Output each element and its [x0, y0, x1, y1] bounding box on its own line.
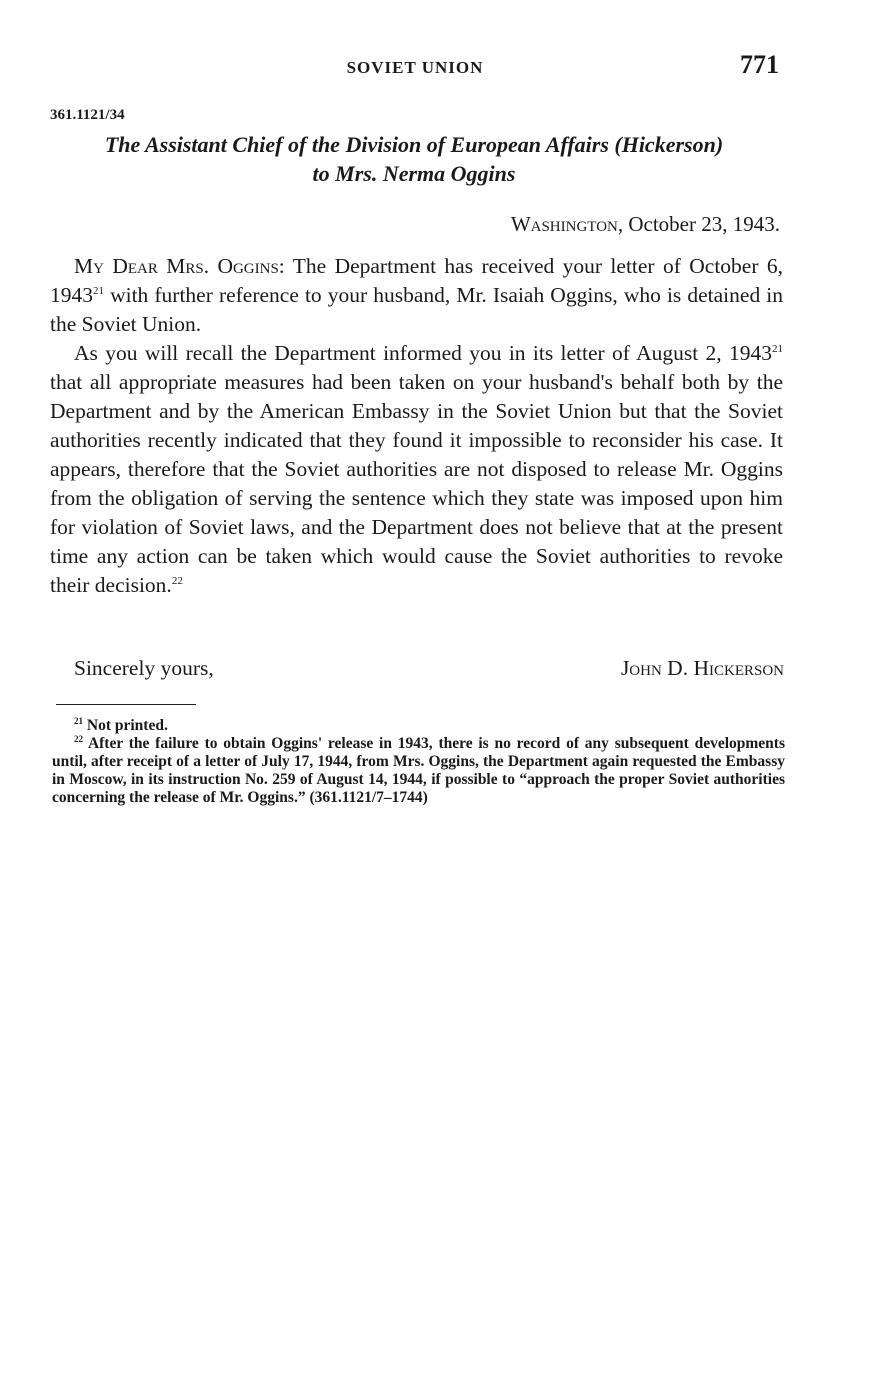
footnote-ref-22: 22: [171, 574, 183, 587]
signature: John D. Hickerson: [620, 656, 784, 680]
dateline: [511, 212, 780, 237]
title-line-1: The Assistant Chief of the Division of European Affairs (Hickerson): [104, 132, 724, 157]
footnote-ref-21: 21: [93, 284, 104, 297]
footnote-21-text: Not printed.: [83, 717, 168, 734]
paragraph-1-text-b: with further reference to your husband, Mr. Isaiah Oggins, who is detained in the Soviet Union.: [50, 283, 783, 336]
footnotes: [52, 717, 785, 807]
footnote-marker-21: 21: [74, 715, 83, 726]
closing-row: [74, 656, 784, 681]
footnote-ref-21-second: 21: [772, 342, 783, 355]
footnote-divider: [56, 704, 196, 705]
paragraph-2-text-a: As you will recall the Department informed you in its letter of August 2, 1943: [74, 341, 772, 365]
closing: Sincerely yours,: [74, 656, 214, 680]
footnote-22: [52, 735, 785, 807]
title-line-2: to Mrs. Nerma Oggins: [312, 161, 516, 186]
footnote-22-text: After the failure to obtain Oggins' release in 1943, there is no record of any subsequent developments until, after receipt of a letter of July 17, 1944, from Mrs. Oggins, the Department again requested the Embassy in Moscow, in its instruction No. 259 of August 14, 1944, if possible to “approach the proper Soviet authorities concerning the release of Mr. Oggins.” (361.1121/7–1744): [52, 735, 785, 806]
page-number: 771: [740, 50, 779, 79]
paragraph-1-text-a: The Department has received your letter of October 6, 1943: [50, 254, 783, 307]
paragraph-2: [50, 339, 783, 600]
footnote-21: [52, 717, 785, 735]
paragraph-1: [50, 252, 783, 339]
document-title: [48, 130, 780, 188]
paragraph-2-text-b: that all appropriate measures had been taken on your husband's behalf both by the Department and by the American Embassy in the Soviet Union but that the Soviet authorities recently indicated that they found it impossible to reconsider his case. It appears, therefore that the Soviet authorities are not disposed to release Mr. Oggins from the obligation of serving the sentence which they state was imposed upon him for violation of Soviet laws, and the Department does not believe that at the present time any action can be taken which would cause the Soviet authorities to revoke their decision.: [50, 370, 783, 597]
dateline-place: Washington,: [510, 212, 624, 236]
footnote-marker-22: 22: [74, 733, 83, 744]
dateline-date: October 23, 1943.: [623, 212, 780, 236]
running-head: SOVIET UNION: [346, 58, 484, 77]
letter-body: [50, 252, 783, 600]
file-number: 361.1121/34: [50, 107, 125, 123]
salutation: My Dear Mrs. Oggins:: [74, 254, 285, 278]
